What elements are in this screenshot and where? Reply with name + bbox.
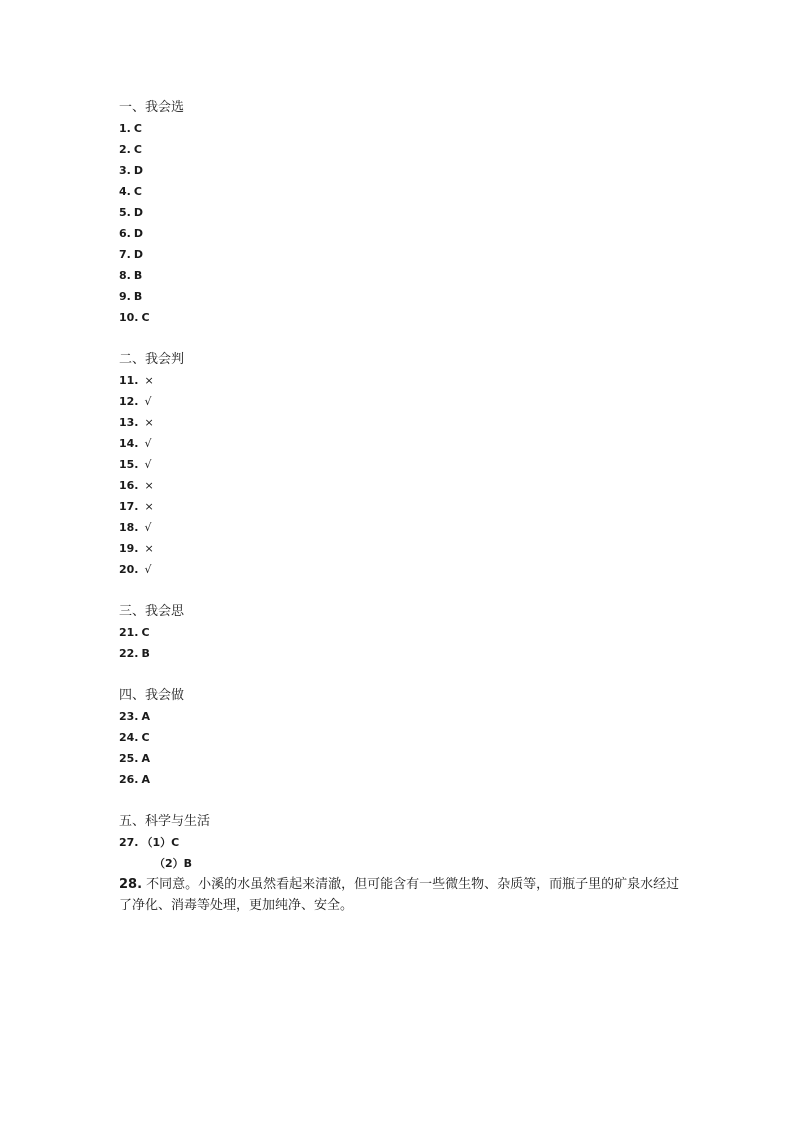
answer-item (119, 475, 689, 496)
answer-mark: × (144, 500, 154, 513)
answer-item (119, 496, 689, 517)
answer-value: A (141, 752, 151, 765)
answer-value: D (133, 248, 143, 261)
answer-value: C (141, 626, 150, 639)
answer-item (119, 832, 689, 853)
answer-mark: × (144, 542, 154, 555)
question-number: 6. (119, 227, 131, 240)
answer-item (119, 517, 689, 538)
question-number: 11. (119, 374, 139, 387)
question-number: 9. (119, 290, 131, 303)
answer-item (119, 643, 689, 664)
question-number: 8. (119, 269, 131, 282)
answer-text: 不同意。小溪的水虽然看起来清澈，但可能含有一些微生物、杂质等，而瓶子里的矿泉水经过了净化、消毒等处理，更加纯净、安全。 (119, 877, 680, 913)
section-heading: 三、我会思 (119, 604, 185, 619)
question-number: 16. (119, 479, 139, 492)
answer-mark: √ (144, 395, 152, 408)
answer-value: B (141, 647, 150, 660)
answer-mark: × (144, 479, 154, 492)
answer-value: D (133, 227, 143, 240)
question-number: 19. (119, 542, 139, 555)
question-number: 10. (119, 311, 139, 324)
question-number: 13. (119, 416, 139, 429)
section-choice (119, 97, 689, 328)
answer-item (119, 370, 689, 391)
answer-item (119, 118, 689, 139)
answer-key (119, 97, 689, 937)
answer-item (119, 202, 689, 223)
question-number: 20. (119, 563, 139, 576)
answer-value: C (141, 731, 150, 744)
question-number: 14. (119, 437, 139, 450)
answer-value: A (141, 773, 151, 786)
question-number: 25. (119, 752, 139, 765)
answer-paragraph (119, 874, 684, 916)
answer-item (119, 181, 689, 202)
question-number: 21. (119, 626, 139, 639)
section-heading: 一、我会选 (119, 100, 185, 115)
answer-mark: √ (144, 437, 152, 450)
question-number: 12. (119, 395, 139, 408)
section-science-life (119, 811, 689, 916)
question-number: 27. (119, 836, 139, 849)
question-number: 2. (119, 143, 131, 156)
answer-item (119, 706, 689, 727)
question-number: 15. (119, 458, 139, 471)
question-number: 24. (119, 731, 139, 744)
answer-value: C (133, 143, 142, 156)
answer-value: C (133, 185, 142, 198)
sub-answer: （2）B (154, 857, 193, 870)
section-heading: 二、我会判 (119, 352, 185, 367)
answer-item (119, 412, 689, 433)
answer-value: A (141, 710, 151, 723)
answer-item (119, 538, 689, 559)
question-number: 26. (119, 773, 139, 786)
answer-item (119, 223, 689, 244)
answer-item (119, 853, 689, 874)
answer-mark: √ (144, 458, 152, 471)
answer-item (119, 244, 689, 265)
answer-value: D (133, 164, 143, 177)
question-number: 3. (119, 164, 131, 177)
question-number: 22. (119, 647, 139, 660)
answer-mark: √ (144, 563, 152, 576)
question-number: 23. (119, 710, 139, 723)
section-judge (119, 349, 689, 580)
answer-item (119, 160, 689, 181)
answer-item (119, 265, 689, 286)
answer-item (119, 307, 689, 328)
answer-item (119, 748, 689, 769)
answer-mark: √ (144, 521, 152, 534)
question-number: 17. (119, 500, 139, 513)
question-number: 4. (119, 185, 131, 198)
section-do (119, 685, 689, 790)
answer-item (119, 769, 689, 790)
question-number: 7. (119, 248, 131, 261)
answer-item (119, 454, 689, 475)
question-number: 18. (119, 521, 139, 534)
answer-mark: × (144, 416, 154, 429)
answer-mark: × (144, 374, 154, 387)
answer-item (119, 286, 689, 307)
question-number: 5. (119, 206, 131, 219)
answer-item (119, 391, 689, 412)
section-think (119, 601, 689, 664)
sub-answer: （1）C (141, 836, 180, 849)
answer-value: C (133, 122, 142, 135)
answer-item (119, 433, 689, 454)
section-heading: 五、科学与生活 (119, 814, 211, 829)
question-number: 28. (119, 877, 143, 892)
answer-item (119, 139, 689, 160)
answer-value: C (141, 311, 150, 324)
answer-value: D (133, 206, 143, 219)
answer-value: B (133, 290, 143, 303)
answer-value: B (133, 269, 143, 282)
answer-item (119, 727, 689, 748)
answer-item (119, 559, 689, 580)
question-number: 1. (119, 122, 131, 135)
answer-item (119, 622, 689, 643)
section-heading: 四、我会做 (119, 688, 185, 703)
